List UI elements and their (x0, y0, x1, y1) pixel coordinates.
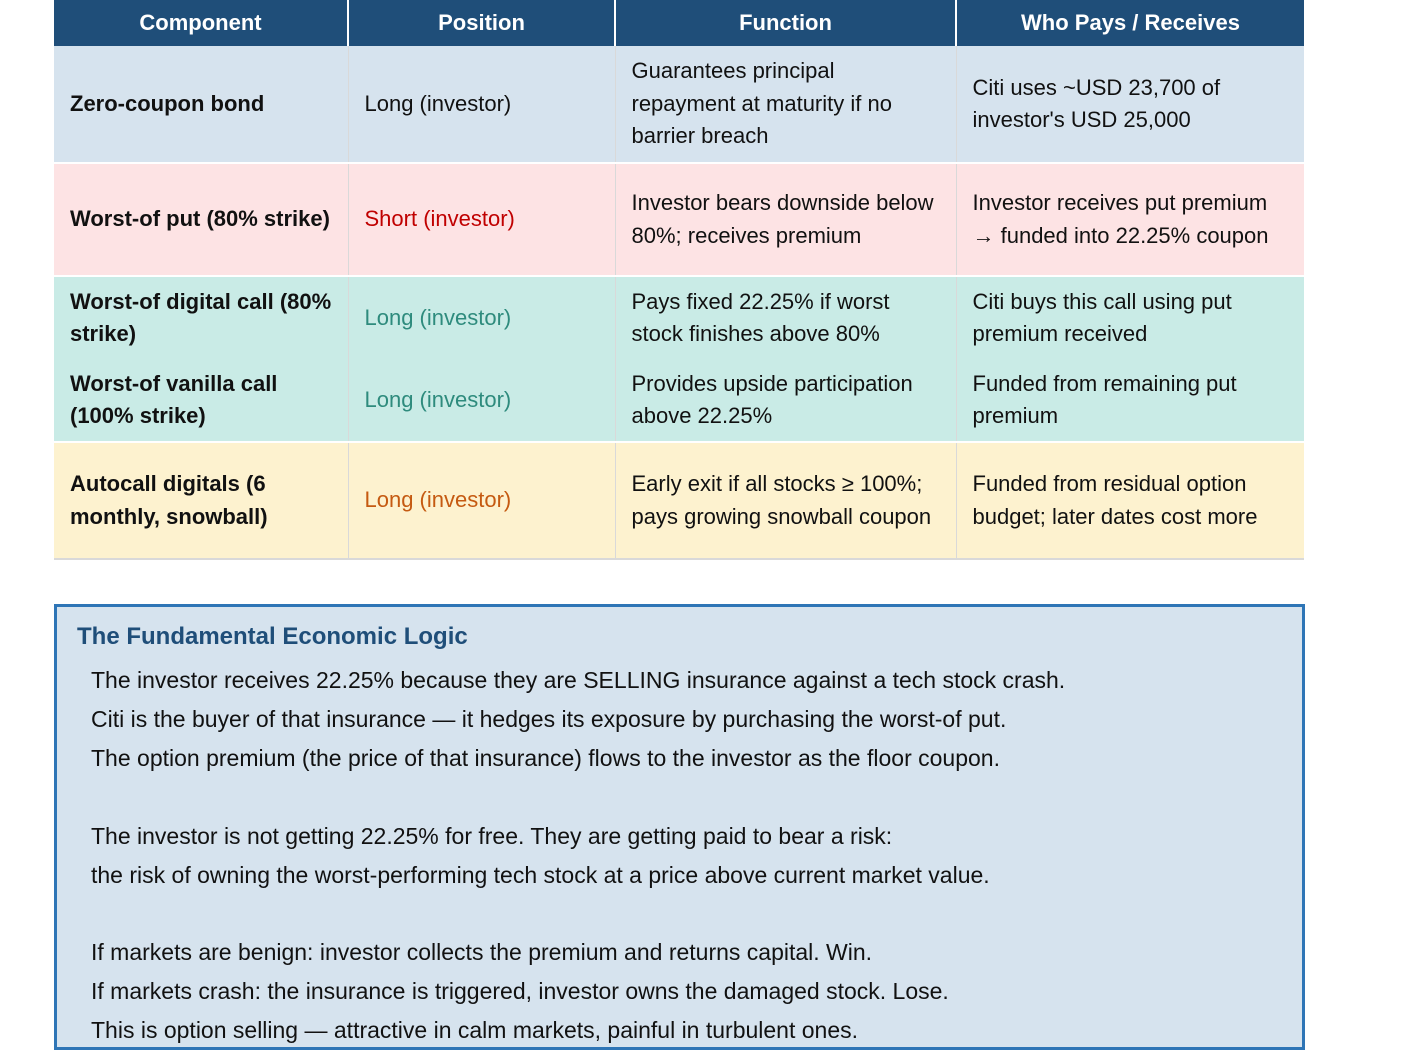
logic-line: Citi is the buyer of that insurance — it hedges its exposure by purchasing the worst-of put. (91, 706, 1007, 732)
function-cell: Pays fixed 22.25% if worst stock finishes above 80% (615, 276, 956, 359)
position-cell: Long (investor) (348, 359, 615, 442)
component-cell: Worst-of put (80% strike) (54, 163, 348, 276)
header-component: Component (54, 0, 348, 46)
who-pays-cell: Investor receives put premium → funded into 22.25% coupon (956, 163, 1304, 276)
header-position: Position (348, 0, 615, 46)
who-pays-cell: Citi uses ~USD 23,700 of investor's USD 25,000 (956, 46, 1304, 163)
table-row (54, 276, 1304, 359)
component-cell: Autocall digitals (6 monthly, snowball) (54, 442, 348, 559)
logic-line: This is option selling — attractive in calm markets, painful in turbulent ones. (91, 1017, 859, 1043)
component-cell: Zero-coupon bond (54, 46, 348, 163)
economic-logic-box (54, 604, 1305, 1050)
component-cell: Worst-of digital call (80% strike) (54, 276, 348, 359)
header-function: Function (615, 0, 956, 46)
logic-line: The investor is not getting 22.25% for free. They are getting paid to bear a risk: (91, 823, 893, 849)
component-cell: Worst-of vanilla call (100% strike) (54, 359, 348, 442)
function-cell: Investor bears downside below 80%; receives premium (615, 163, 956, 276)
position-cell: Long (investor) (348, 46, 615, 163)
who-pays-cell: Funded from remaining put premium (956, 359, 1304, 442)
table-row (54, 46, 1304, 163)
table-row (54, 442, 1304, 559)
logic-title: The Fundamental Economic Logic (77, 623, 468, 650)
header-who-pays: Who Pays / Receives (956, 0, 1304, 46)
position-cell: Short (investor) (348, 163, 615, 276)
who-pays-cell: Citi buys this call using put premium received (956, 276, 1304, 359)
position-cell: Long (investor) (348, 442, 615, 559)
components-table (54, 0, 1304, 560)
table-header-row (54, 0, 1304, 46)
who-pays-cell: Funded from residual option budget; later dates cost more (956, 442, 1304, 559)
function-cell: Early exit if all stocks ≥ 100%; pays growing snowball coupon (615, 442, 956, 559)
position-cell: Long (investor) (348, 276, 615, 359)
logic-line: If markets crash: the insurance is triggered, investor owns the damaged stock. Lose. (91, 978, 949, 1004)
logic-line: If markets are benign: investor collects the premium and returns capital. Win. (91, 939, 873, 965)
function-cell: Guarantees principal repayment at maturity if no barrier breach (615, 46, 956, 163)
table-row (54, 359, 1304, 442)
table-row (54, 163, 1304, 276)
logic-line: The investor receives 22.25% because they are SELLING insurance against a tech stock crash. (91, 667, 1066, 693)
logic-line: The option premium (the price of that insurance) flows to the investor as the floor coupon. (91, 745, 1000, 771)
logic-line: the risk of owning the worst-performing tech stock at a price above current market value. (91, 862, 990, 888)
function-cell: Provides upside participation above 22.25% (615, 359, 956, 442)
